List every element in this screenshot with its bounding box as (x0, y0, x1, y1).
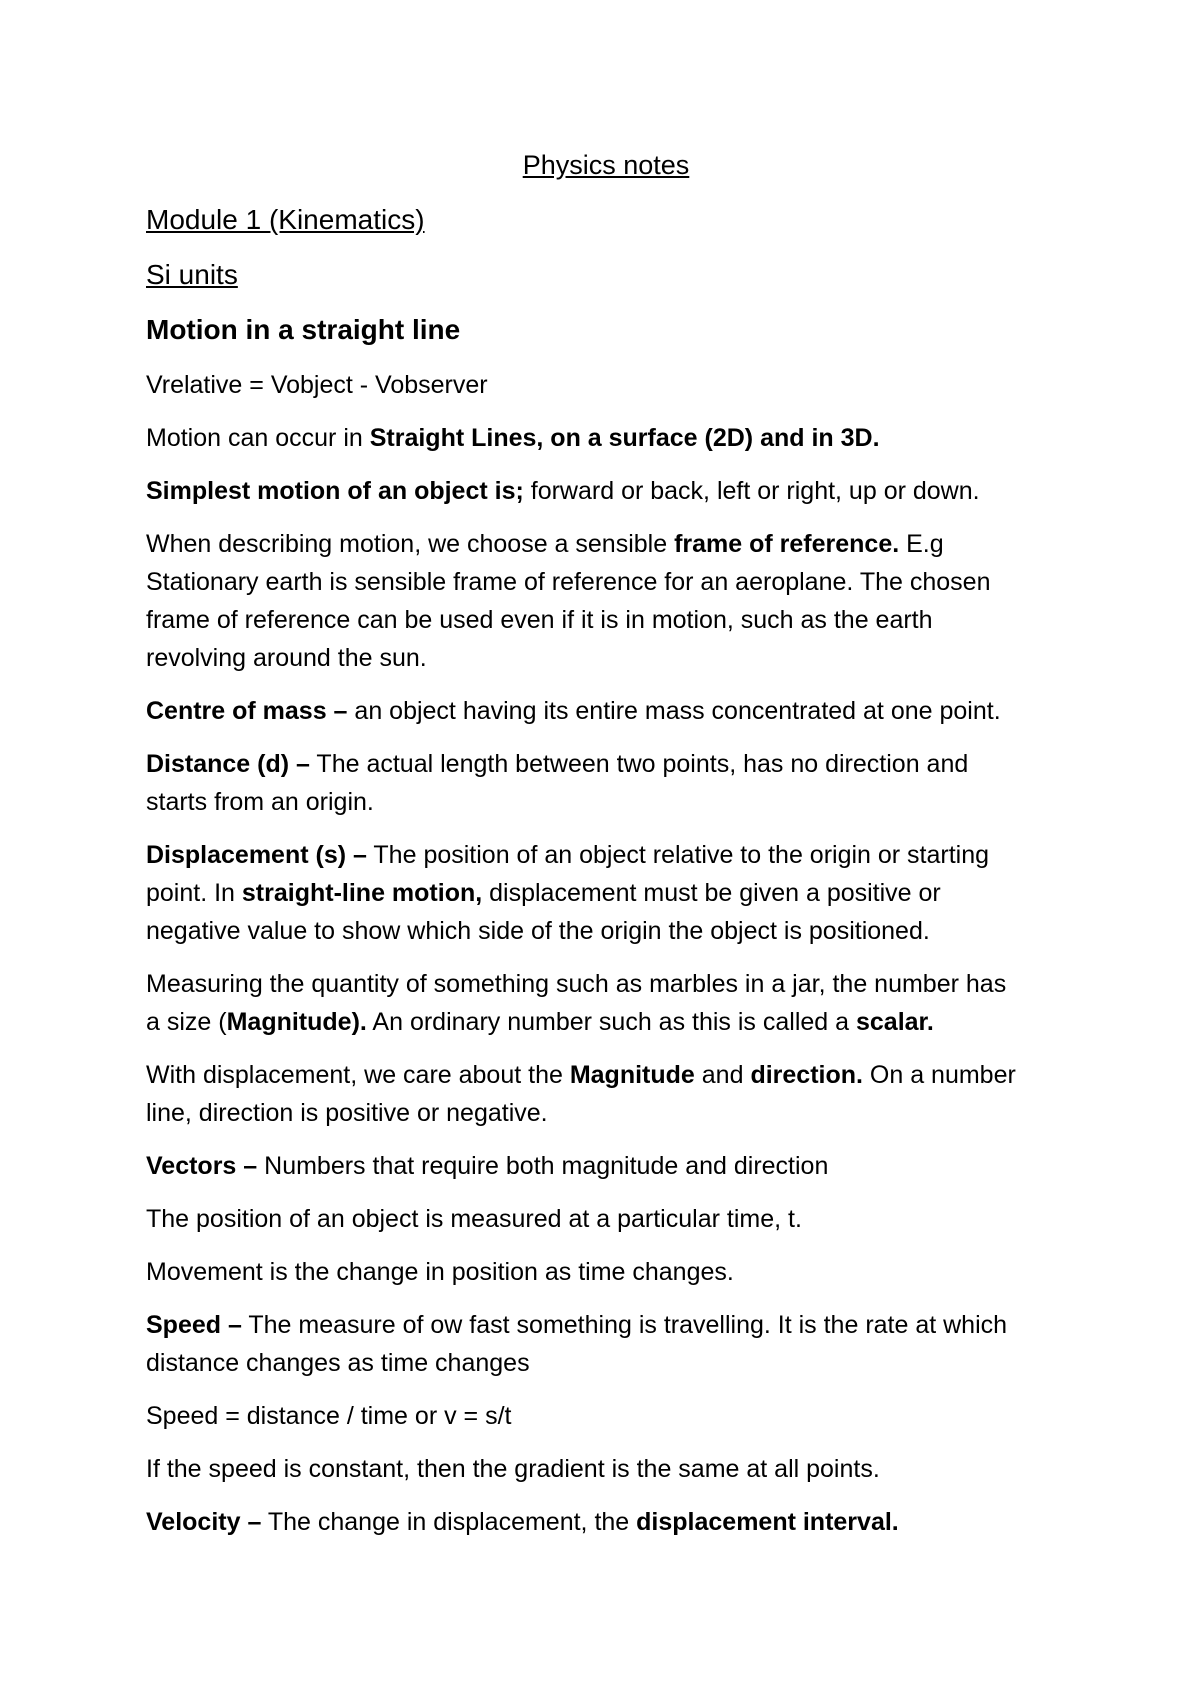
centre-of-mass-paragraph (146, 692, 1066, 730)
text-span: The measure of ow fast something is travelling. It is the rate at which (241, 1311, 1008, 1339)
text-span: The actual length between two points, has no direction and (309, 750, 969, 778)
distance-paragraph (146, 745, 1066, 821)
text-span: line, direction is positive or negative. (146, 1099, 548, 1127)
bold-span: direction. (750, 1061, 863, 1089)
text-span: distance changes as time changes (146, 1349, 530, 1377)
bold-span: Simplest motion of an object is; (146, 477, 524, 505)
bold-span: Distance (d) – (146, 750, 310, 778)
text-span: The position of an object relative to the origin or starting (366, 841, 990, 869)
constant-speed-paragraph: If the speed is constant, then the gradient is the same at all points. (146, 1455, 880, 1483)
page-title: Physics notes (522, 150, 690, 180)
velocity-paragraph (146, 1503, 1066, 1541)
relative-velocity-paragraph: Vrelative = Vobject - Vobserver (146, 371, 488, 399)
text-span: point. In (146, 879, 242, 907)
displacement-paragraph (146, 836, 1066, 950)
text-span: Stationary earth is sensible frame of reference for an aeroplane. The chosen (146, 568, 991, 596)
text-span: The change in displacement, the (261, 1508, 637, 1536)
text-span: and (694, 1061, 751, 1089)
simplest-motion-paragraph (146, 472, 1066, 510)
frame-of-reference-paragraph (146, 525, 1066, 677)
bold-span: Velocity – (146, 1508, 262, 1536)
text-span: When describing motion, we choose a sensible (146, 530, 675, 558)
bold-span: Straight Lines, on a surface (2D) and in 3D. (369, 424, 880, 452)
motion-occur-paragraph (146, 419, 1066, 457)
bold-span: Vectors – (146, 1152, 258, 1180)
text-span: a size ( (146, 1008, 227, 1036)
bold-span: scalar. (856, 1008, 934, 1036)
text-span: starts from an origin. (146, 788, 374, 816)
text-span: Numbers that require both magnitude and direction (257, 1152, 829, 1180)
module-heading: Module 1 (Kinematics) (146, 204, 425, 235)
magnitude-direction-paragraph (146, 1056, 1066, 1132)
position-paragraph: The position of an object is measured at a particular time, t. (146, 1205, 802, 1233)
vectors-paragraph (146, 1147, 1066, 1185)
text-span: An ordinary number such as this is called a (366, 1008, 856, 1036)
bold-span: Magnitude (569, 1061, 695, 1089)
bold-span: straight-line motion, (241, 879, 483, 907)
motion-heading: Motion in a straight line (146, 314, 461, 345)
text-span: an object having its entire mass concentrated at one point. (347, 697, 1001, 725)
text-span: Motion can occur in (146, 424, 370, 452)
text-span: revolving around the sun. (146, 644, 427, 672)
bold-span: frame of reference. (674, 530, 900, 558)
bold-span: Centre of mass – (146, 697, 348, 725)
movement-paragraph: Movement is the change in position as time changes. (146, 1258, 734, 1286)
bold-span: Displacement (s) – (146, 841, 367, 869)
si-units-heading: Si units (146, 259, 238, 290)
text-span: E.g (899, 530, 944, 558)
bold-span: displacement interval. (636, 1508, 899, 1536)
text-span: Measuring the quantity of something such as marbles in a jar, the number has (146, 970, 1007, 998)
text-span: displacement must be given a positive or (482, 879, 941, 907)
text-span: With displacement, we care about the (146, 1061, 570, 1089)
text-span: frame of reference can be used even if it is in motion, such as the earth (146, 606, 933, 634)
text-span: On a number (862, 1061, 1016, 1089)
speed-equation-paragraph: Speed = distance / time or v = s/t (146, 1402, 512, 1430)
text-span: negative value to show which side of the origin the object is positioned. (146, 917, 930, 945)
speed-paragraph (146, 1306, 1066, 1382)
document-body (146, 146, 1066, 1556)
measuring-paragraph (146, 965, 1066, 1041)
text-span: forward or back, left or right, up or down. (523, 477, 980, 505)
bold-span: Magnitude). (226, 1008, 367, 1036)
bold-span: Speed – (146, 1311, 242, 1339)
